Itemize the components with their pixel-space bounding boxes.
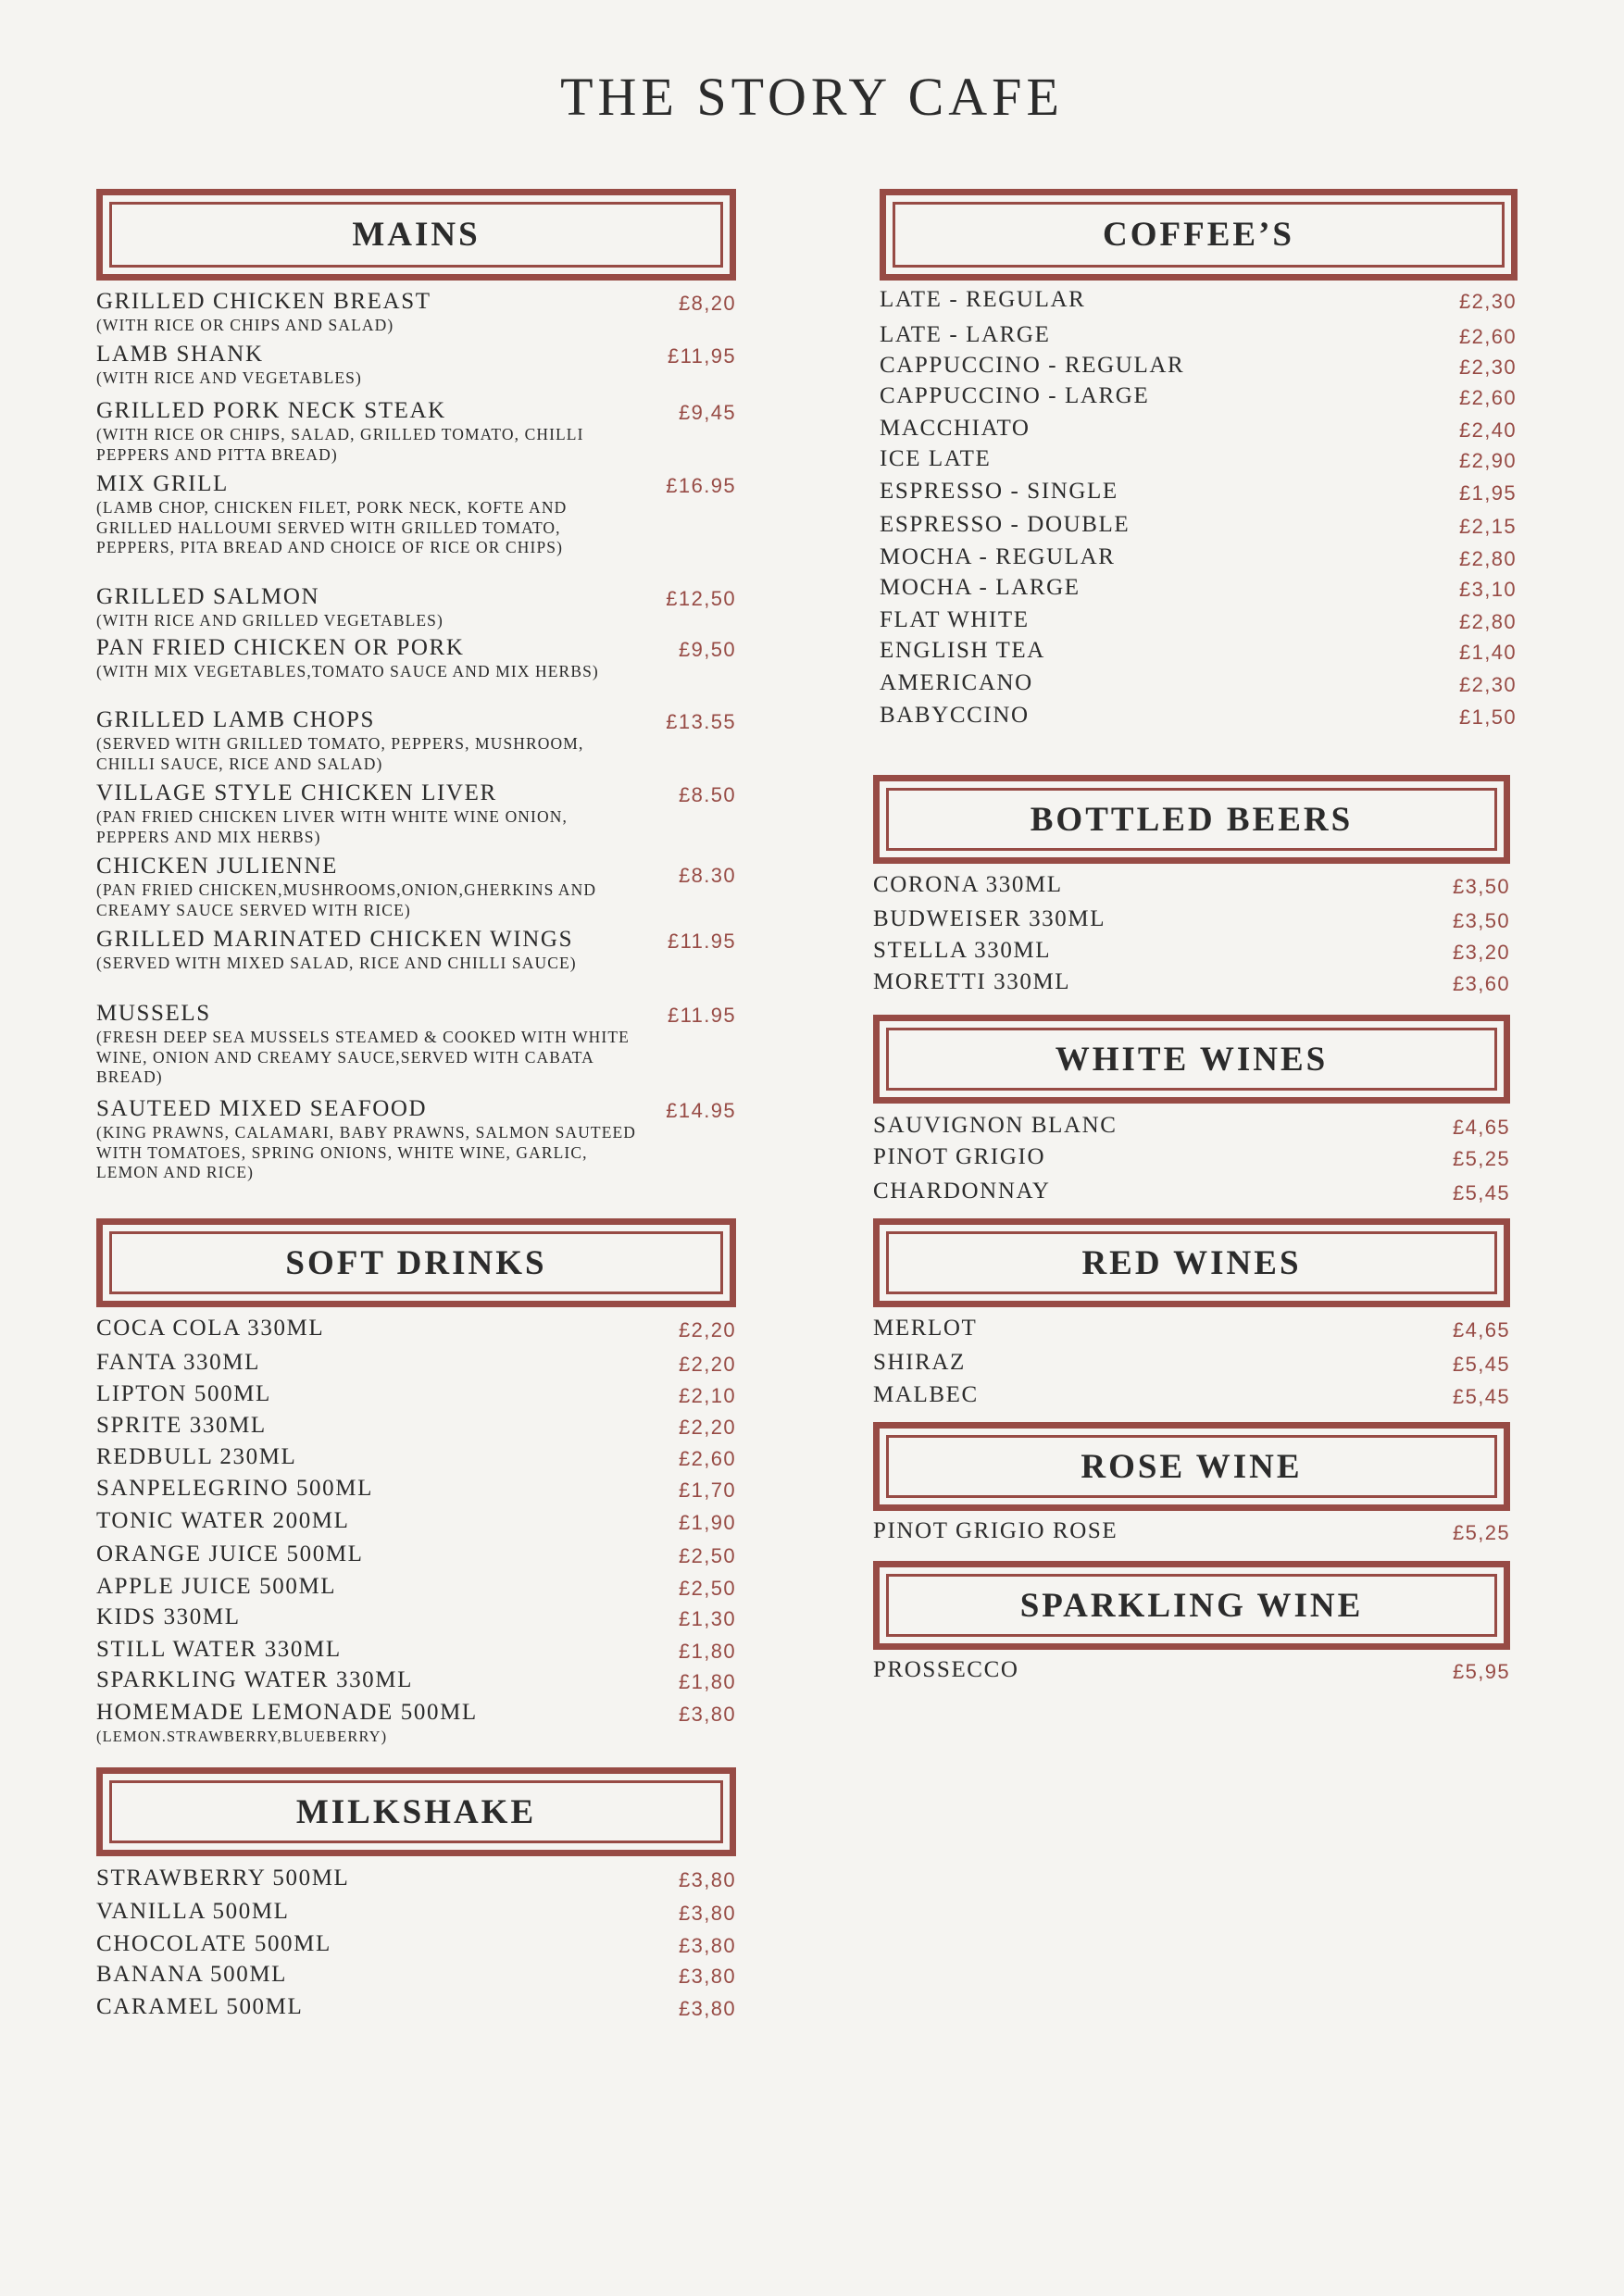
item-name: PINOT GRIGIO ROSE xyxy=(873,1518,1118,1543)
section-header-sparkling-wine xyxy=(873,1561,1510,1650)
item-name: SANPELEGRINO 500ML xyxy=(96,1476,373,1501)
section-header-rose-wine xyxy=(873,1422,1510,1511)
menu-item xyxy=(96,398,736,465)
menu-item xyxy=(880,607,1517,633)
item-description: (LEMON.STRAWBERRY,BLUEBERRY) xyxy=(96,1728,388,1745)
item-name: LAMB SHANK xyxy=(96,342,264,367)
item-name: KIDS 330ML xyxy=(96,1604,241,1629)
item-price: £3,50 xyxy=(1452,875,1510,898)
item-price: £2,80 xyxy=(1458,547,1517,570)
menu-item xyxy=(880,416,1517,442)
item-price: £1,95 xyxy=(1458,481,1517,505)
menu-item xyxy=(96,471,736,558)
item-price: £3,80 xyxy=(678,1902,736,1925)
item-name: SAUTEED MIXED SEAFOOD xyxy=(96,1096,428,1121)
item-price: £2,30 xyxy=(1458,673,1517,696)
menu-item xyxy=(96,1413,736,1439)
menu-item xyxy=(96,927,736,974)
section-header-frame xyxy=(109,202,723,268)
item-name: ICE LATE xyxy=(880,446,992,471)
item-price: £3,80 xyxy=(678,1997,736,2020)
item-name: TONIC WATER 200ML xyxy=(96,1508,350,1533)
section-header-frame xyxy=(886,1028,1497,1091)
item-name: CHARDONNAY xyxy=(873,1179,1051,1204)
item-name: STELLA 330ML xyxy=(873,938,1052,963)
menu-item xyxy=(96,1994,736,2020)
item-description: (KING PRAWNS, CALAMARI, BABY PRAWNS, SALMON SAUTEED WITH TOMATOES, SPRING ONIONS, WHITE WINE, GARLIC, LEMON AND RICE) xyxy=(96,1123,637,1181)
item-price: £2,50 xyxy=(678,1577,736,1600)
item-price: £8.30 xyxy=(678,864,736,887)
item-name: BANANA 500ML xyxy=(96,1962,288,1987)
section-heading: SOFT DRINKS xyxy=(285,1243,547,1282)
menu-item xyxy=(96,854,736,920)
menu-item xyxy=(880,479,1517,505)
item-price: £4,65 xyxy=(1452,1318,1510,1341)
item-price: £1,80 xyxy=(678,1670,736,1693)
item-name: MUSSELS xyxy=(96,1001,211,1026)
menu-item xyxy=(880,322,1517,348)
section-header-frame xyxy=(886,1574,1497,1637)
item-name: PROSSECCO xyxy=(873,1657,1019,1682)
item-name: ORANGE JUICE 500ML xyxy=(96,1541,364,1566)
item-price: £3,80 xyxy=(678,1965,736,1988)
menu-item xyxy=(873,969,1510,995)
item-price: £9,50 xyxy=(678,638,736,661)
item-name: SAUVIGNON BLANC xyxy=(873,1113,1118,1138)
item-price: £12,50 xyxy=(666,587,736,610)
item-name: GRILLED PORK NECK STEAK xyxy=(96,398,446,423)
item-price: £2,80 xyxy=(1458,610,1517,633)
item-price: £2,20 xyxy=(678,1353,736,1376)
item-name: STILL WATER 330ML xyxy=(96,1637,342,1662)
menu-item xyxy=(96,1574,736,1600)
item-name: VANILLA 500ML xyxy=(96,1899,290,1924)
item-price: £3,80 xyxy=(678,1868,736,1891)
item-price: £2,20 xyxy=(678,1416,736,1439)
menu-item xyxy=(96,1444,736,1470)
menu-item xyxy=(96,584,736,631)
menu-item xyxy=(96,707,736,774)
menu-item xyxy=(96,1866,736,1891)
section-header-bottled-beers xyxy=(873,775,1510,864)
item-price: £1,90 xyxy=(678,1511,736,1534)
item-price: £11,95 xyxy=(667,344,736,368)
item-price: £5,95 xyxy=(1452,1660,1510,1683)
menu-item xyxy=(880,575,1517,601)
menu-item xyxy=(873,1382,1510,1408)
menu-item xyxy=(873,872,1510,898)
menu-item xyxy=(96,1541,736,1567)
item-name: MACCHIATO xyxy=(880,416,1031,441)
menu-item xyxy=(96,780,736,847)
section-header-frame xyxy=(886,1231,1497,1294)
menu-item xyxy=(96,1316,736,1341)
section-heading: RED WINES xyxy=(1081,1243,1302,1282)
item-price: £13.55 xyxy=(666,710,736,733)
item-name: REDBULL 230ML xyxy=(96,1444,297,1469)
section-header-frame xyxy=(886,1435,1497,1498)
item-name: CAPPUCCINO - REGULAR xyxy=(880,353,1185,378)
item-name: FLAT WHITE xyxy=(880,607,1030,632)
item-price: £3,60 xyxy=(1452,972,1510,995)
item-price: £5,45 xyxy=(1452,1385,1510,1408)
menu-item xyxy=(880,670,1517,696)
item-description: (FRESH DEEP SEA MUSSELS STEAMED & COOKED WITH WHITE WINE, ONION AND CREAMY SAUCE,SERVED WITH CABATA BREAD) xyxy=(96,1028,630,1086)
item-name: GRILLED SALMON xyxy=(96,584,320,609)
item-price: £4,65 xyxy=(1452,1116,1510,1139)
item-name: MALBEC xyxy=(873,1382,979,1407)
menu-item xyxy=(96,1962,736,1988)
item-price: £8,20 xyxy=(678,292,736,315)
item-description: (WITH MIX VEGETABLES,TOMATO SAUCE AND MIX HERBS) xyxy=(96,662,599,680)
item-name: MORETTI 330ML xyxy=(873,969,1071,994)
item-name: STRAWBERRY 500ML xyxy=(96,1866,350,1890)
item-description: (SERVED WITH MIXED SALAD, RICE AND CHILLI SAUCE) xyxy=(96,954,577,972)
item-price: £2,60 xyxy=(1458,325,1517,348)
item-name: MERLOT xyxy=(873,1316,978,1341)
section-header-coffees xyxy=(880,189,1518,281)
item-description: (PAN FRIED CHICKEN LIVER WITH WHITE WINE ONION, PEPPERS AND MIX HERBS) xyxy=(96,807,568,846)
item-name: ESPRESSO - DOUBLE xyxy=(880,512,1131,537)
menu-item xyxy=(96,1667,736,1693)
menu-item xyxy=(880,287,1517,313)
item-name: LATE - REGULAR xyxy=(880,287,1086,312)
item-price: £2,15 xyxy=(1458,515,1517,538)
item-name: CAPPUCCINO - LARGE xyxy=(880,383,1150,408)
item-price: £5,45 xyxy=(1452,1181,1510,1204)
menu-item xyxy=(96,635,736,682)
item-name: SHIRAZ xyxy=(873,1350,966,1375)
item-name: CHOCOLATE 500ML xyxy=(96,1931,331,1956)
item-price: £3,50 xyxy=(1452,909,1510,932)
menu-item xyxy=(96,1096,736,1183)
item-name: CHICKEN JULIENNE xyxy=(96,854,338,879)
item-name: FANTA 330ML xyxy=(96,1350,260,1375)
item-price: £1,70 xyxy=(678,1479,736,1502)
menu-item xyxy=(96,1604,736,1630)
menu-item xyxy=(96,1700,736,1747)
item-name: CARAMEL 500ML xyxy=(96,1994,304,2019)
item-name: MIX GRILL xyxy=(96,471,229,496)
item-price: £8.50 xyxy=(678,783,736,806)
item-description: (PAN FRIED CHICKEN,MUSHROOMS,ONION,GHERKINS AND CREAMY SAUCE SERVED WITH RICE) xyxy=(96,880,597,919)
menu-item xyxy=(873,1113,1510,1139)
item-price: £14.95 xyxy=(666,1099,736,1122)
menu-item xyxy=(880,703,1517,729)
item-name: ESPRESSO - SINGLE xyxy=(880,479,1118,504)
section-heading: ROSE WINE xyxy=(1081,1447,1303,1486)
section-header-soft-drinks xyxy=(96,1218,736,1307)
menu-item xyxy=(96,1637,736,1663)
item-description: (WITH RICE OR CHIPS, SALAD, GRILLED TOMATO, CHILLI PEPPERS AND PITTA BREAD) xyxy=(96,425,584,464)
menu-item xyxy=(880,383,1517,409)
item-name: APPLE JUICE 500ML xyxy=(96,1574,337,1599)
item-name: COCA COLA 330ML xyxy=(96,1316,325,1341)
item-name: SPRITE 330ML xyxy=(96,1413,267,1438)
item-price: £16.95 xyxy=(666,474,736,497)
menu-item xyxy=(873,906,1510,932)
menu-item xyxy=(96,342,736,389)
item-price: £1,40 xyxy=(1458,641,1517,664)
item-description: (WITH RICE AND GRILLED VEGETABLES) xyxy=(96,611,443,630)
item-name: PINOT GRIGIO xyxy=(873,1144,1046,1169)
section-heading: WHITE WINES xyxy=(1055,1040,1329,1079)
item-price: £3,10 xyxy=(1458,578,1517,601)
item-name: LIPTON 500ML xyxy=(96,1381,271,1406)
item-name: AMERICANO xyxy=(880,670,1033,695)
item-name: CORONA 330ML xyxy=(873,872,1063,897)
item-name: PAN FRIED CHICKEN OR PORK xyxy=(96,635,465,660)
menu-item xyxy=(96,1476,736,1502)
item-price: £2,40 xyxy=(1458,418,1517,442)
menu-item xyxy=(873,1350,1510,1376)
item-price: £2,30 xyxy=(1458,356,1517,379)
item-name: BABYCCINO xyxy=(880,703,1030,728)
menu-item xyxy=(880,512,1517,538)
item-description: (SERVED WITH GRILLED TOMATO, PEPPERS, MUSHROOM, CHILLI SAUCE, RICE AND SALAD) xyxy=(96,734,584,773)
item-price: £1,50 xyxy=(1458,705,1517,729)
menu-item xyxy=(880,544,1517,570)
menu-item xyxy=(880,638,1517,664)
item-price: £2,90 xyxy=(1458,449,1517,472)
item-price: £2,10 xyxy=(678,1384,736,1407)
menu-item xyxy=(96,1381,736,1407)
section-heading: BOTTLED BEERS xyxy=(1030,800,1354,839)
section-header-frame xyxy=(109,1780,723,1843)
menu-item xyxy=(96,1001,736,1088)
item-name: GRILLED MARINATED CHICKEN WINGS xyxy=(96,927,574,952)
item-name: HOMEMADE LEMONADE 500ML xyxy=(96,1700,478,1725)
menu-item xyxy=(96,1350,736,1376)
item-price: £2,20 xyxy=(678,1318,736,1341)
item-name: GRILLED CHICKEN BREAST xyxy=(96,289,431,314)
section-heading: MAINS xyxy=(352,216,481,254)
menu-item xyxy=(96,1931,736,1957)
item-description: (WITH RICE AND VEGETABLES) xyxy=(96,368,362,387)
section-heading: SPARKLING WINE xyxy=(1019,1586,1364,1625)
section-header-mains xyxy=(96,189,736,281)
item-price: £1,80 xyxy=(678,1640,736,1663)
item-name: GRILLED LAMB CHOPS xyxy=(96,707,376,732)
item-price: £2,30 xyxy=(1458,290,1517,313)
item-price: £3,80 xyxy=(678,1703,736,1726)
section-header-frame xyxy=(109,1231,723,1294)
item-price: £3,80 xyxy=(678,1934,736,1957)
item-price: £5,25 xyxy=(1452,1521,1510,1544)
item-name: VILLAGE STYLE CHICKEN LIVER xyxy=(96,780,497,805)
item-price: £5,25 xyxy=(1452,1147,1510,1170)
menu-item xyxy=(96,1508,736,1534)
menu-item xyxy=(873,938,1510,964)
item-price: £2,50 xyxy=(678,1544,736,1567)
item-price: £3,20 xyxy=(1452,941,1510,964)
section-header-white-wines xyxy=(873,1015,1510,1104)
menu-item xyxy=(873,1657,1510,1683)
menu-item xyxy=(873,1179,1510,1204)
item-price: £11.95 xyxy=(667,930,736,953)
item-price: £9,45 xyxy=(678,401,736,424)
section-header-milkshake xyxy=(96,1767,736,1856)
item-price: £2,60 xyxy=(678,1447,736,1470)
item-name: BUDWEISER 330ML xyxy=(873,906,1106,931)
section-heading: COFFEE’S xyxy=(1103,216,1294,254)
menu-item xyxy=(873,1144,1510,1170)
section-header-red-wines xyxy=(873,1218,1510,1307)
item-price: £5,45 xyxy=(1452,1353,1510,1376)
section-header-frame xyxy=(893,202,1505,268)
menu-item xyxy=(96,1899,736,1925)
item-price: £11.95 xyxy=(667,1004,736,1027)
item-name: MOCHA - LARGE xyxy=(880,575,1081,600)
section-header-frame xyxy=(886,788,1497,851)
item-name: MOCHA - REGULAR xyxy=(880,544,1116,569)
item-description: (WITH RICE OR CHIPS AND SALAD) xyxy=(96,316,394,334)
item-name: ENGLISH TEA xyxy=(880,638,1045,663)
menu-title: THE STORY CAFE xyxy=(560,67,1064,127)
section-heading: MILKSHAKE xyxy=(295,1792,537,1831)
menu-item xyxy=(873,1316,1510,1341)
menu-item xyxy=(880,446,1517,472)
item-description: (LAMB CHOP, CHICKEN FILET, PORK NECK, KOFTE AND GRILLED HALLOUMI SERVED WITH GRILLED TOMATO, PEPPERS, PITA BREAD AND CHOICE OF RICE OR CHIPS) xyxy=(96,498,568,556)
menu-item xyxy=(96,289,736,336)
item-price: £2,60 xyxy=(1458,386,1517,409)
menu-item xyxy=(873,1518,1510,1544)
item-name: LATE - LARGE xyxy=(880,322,1051,347)
menu-item xyxy=(880,353,1517,379)
item-name: SPARKLING WATER 330ML xyxy=(96,1667,413,1692)
item-price: £1,30 xyxy=(678,1607,736,1630)
